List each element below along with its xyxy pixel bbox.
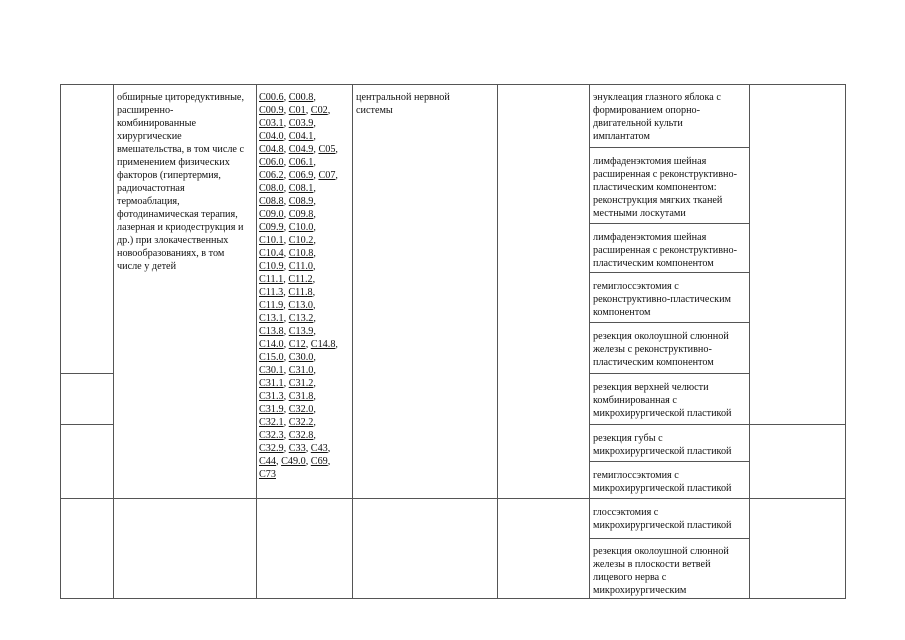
code-separator: , — [313, 170, 319, 181]
icd-code-link[interactable]: C08.8 — [259, 196, 284, 207]
icd-code-link[interactable]: C06.0 — [259, 157, 284, 168]
code-separator: , — [283, 105, 289, 116]
icd-code-link[interactable]: C69 — [310, 456, 328, 467]
code-separator: , — [313, 144, 319, 155]
icd-code-line — [259, 169, 351, 182]
code-separator: , — [283, 378, 289, 389]
icd-code-line — [259, 455, 351, 468]
icd-code-line — [259, 338, 351, 351]
icd-code-line — [259, 429, 351, 442]
icd-code-link[interactable]: C32.1 — [259, 417, 284, 428]
code-separator: , — [327, 456, 331, 467]
icd-code-line — [259, 91, 351, 104]
code-separator: , — [312, 261, 316, 272]
icd-code-link[interactable]: C32.2 — [288, 417, 314, 428]
code-separator: , — [313, 313, 316, 324]
icd-code-link[interactable]: C31.8 — [288, 391, 314, 402]
icd-code-link[interactable]: C06.1 — [288, 157, 314, 168]
icd-code-link[interactable]: C06.2 — [259, 170, 284, 181]
code-separator: , — [283, 222, 289, 233]
row-divider — [589, 538, 750, 539]
table-border-bottom — [60, 598, 846, 599]
icd-code-line — [259, 156, 351, 169]
icd-code-line — [259, 130, 351, 143]
icd-code-link[interactable]: C04.1 — [288, 131, 314, 142]
code-separator: , — [313, 131, 316, 142]
col-divider — [113, 84, 114, 599]
treatment-cell: гемиглоссэктомия с микрохирургической пластикой — [593, 470, 732, 494]
treatment-cell: резекция околоушной слюнной железы с реконструктивно- пластическим компонентом — [593, 331, 729, 368]
code-separator: , — [283, 430, 289, 441]
icd-code-line — [259, 390, 351, 403]
col-divider — [352, 84, 353, 599]
icd-code-link[interactable]: C30.0 — [288, 352, 314, 363]
icd-code-link[interactable]: C09.0 — [259, 209, 284, 220]
code-separator: , — [313, 365, 316, 376]
code-separator: , — [313, 430, 316, 441]
icd-code-line — [259, 247, 351, 260]
code-separator: , — [283, 209, 289, 220]
icd-code-link[interactable]: C10.9 — [259, 261, 284, 272]
code-separator: , — [283, 339, 289, 350]
icd-code-link[interactable]: C43 — [310, 443, 328, 454]
icd-code-line — [259, 273, 351, 286]
icd-code-link[interactable]: C31.0 — [288, 365, 314, 376]
icd-code-link[interactable]: C32.9 — [259, 443, 284, 454]
icd-code-link[interactable]: C32.0 — [288, 404, 314, 415]
treatment-cell: энуклеация глазного яблока с формированием опорно- двигательной культи имплантатом — [593, 92, 721, 142]
icd-code-link[interactable]: C10.4 — [259, 248, 284, 259]
icd-code-link[interactable]: C13.0 — [288, 300, 313, 311]
icd-code-line — [259, 286, 351, 299]
icd-code-link[interactable]: C32.8 — [288, 430, 314, 441]
icd-code-link[interactable]: C10.2 — [288, 235, 314, 246]
code-separator: , — [305, 105, 311, 116]
icd-code-link[interactable]: C00.8 — [288, 92, 314, 103]
icd-code-link[interactable]: C00.9 — [259, 105, 284, 116]
icd-code-link[interactable]: C10.0 — [288, 222, 314, 233]
icd-code-link[interactable]: C08.0 — [259, 183, 284, 194]
code-separator: , — [313, 222, 316, 233]
code-separator: , — [283, 313, 289, 324]
row-divider — [60, 424, 113, 425]
icd-code-line — [259, 364, 351, 377]
row-divider — [589, 147, 750, 148]
col-divider — [60, 84, 61, 599]
icd-code-line — [259, 234, 351, 247]
code-separator: , — [313, 352, 316, 363]
code-separator: , — [312, 287, 316, 298]
icd-code-link[interactable]: C13.8 — [259, 326, 284, 337]
icd-code-link[interactable]: C14.0 — [259, 339, 284, 350]
icd-code-link[interactable]: C04.8 — [259, 144, 284, 155]
icd-codes-cell — [259, 91, 351, 481]
icd-code-link[interactable]: C03.9 — [288, 118, 314, 129]
col-divider — [256, 84, 257, 599]
row-divider — [589, 322, 750, 323]
code-separator: , — [283, 352, 289, 363]
icd-code-link[interactable]: C31.9 — [259, 404, 284, 415]
code-separator: , — [313, 391, 316, 402]
icd-code-line — [259, 260, 351, 273]
icd-code-line — [259, 195, 351, 208]
code-separator: , — [283, 287, 289, 298]
code-separator: , — [313, 196, 316, 207]
code-separator: , — [283, 274, 289, 285]
icd-code-link[interactable]: C30.1 — [259, 365, 284, 376]
code-separator: , — [283, 391, 289, 402]
icd-code-link[interactable]: C31.1 — [259, 378, 284, 389]
col-divider — [749, 84, 750, 599]
icd-code-line — [259, 117, 351, 130]
icd-code-line — [259, 221, 351, 234]
code-separator: , — [313, 404, 316, 415]
icd-code-link[interactable]: C31.3 — [259, 391, 284, 402]
icd-code-line — [259, 312, 351, 325]
code-separator: , — [283, 170, 289, 181]
icd-code-line — [259, 143, 351, 156]
code-separator: , — [335, 144, 338, 155]
code-separator: , — [305, 443, 311, 454]
row-divider — [589, 223, 750, 224]
code-separator: , — [313, 157, 316, 168]
icd-code-line — [259, 468, 351, 481]
code-separator: , — [283, 300, 289, 311]
icd-code-link[interactable]: C13.9 — [288, 326, 314, 337]
code-separator: , — [327, 443, 331, 454]
icd-code-link[interactable]: C49.0 — [281, 456, 306, 467]
code-separator: , — [283, 118, 289, 129]
code-separator: , — [313, 326, 316, 337]
icd-code-link[interactable]: C08.9 — [288, 196, 314, 207]
code-separator: , — [313, 235, 316, 246]
icd-code-link[interactable]: C11.9 — [259, 300, 284, 311]
icd-code-line — [259, 325, 351, 338]
treatment-cell: резекция губы с микрохирургической пластикой — [593, 433, 732, 457]
icd-code-line — [259, 208, 351, 221]
code-separator: , — [283, 417, 289, 428]
icd-code-link[interactable]: C11.2 — [288, 274, 313, 285]
treatment-cell: лимфаденэктомия шейная расширенная с реконструктивно- пластическим компонентом: реконструкция мягких тканей местными лоскутами — [593, 156, 737, 219]
icd-code-link[interactable]: C01 — [288, 105, 306, 116]
code-separator: , — [283, 404, 289, 415]
icd-code-link[interactable]: C08.1 — [288, 183, 314, 194]
row-divider — [589, 424, 846, 425]
code-separator: , — [305, 339, 311, 350]
code-separator: , — [283, 326, 289, 337]
icd-code-link[interactable]: C33 — [288, 443, 306, 454]
row-divider — [589, 272, 750, 273]
table-border-top — [60, 84, 846, 85]
icd-code-link[interactable]: C73 — [259, 469, 276, 480]
code-separator: , — [312, 274, 316, 285]
treatment-cell: резекция околоушной слюнной железы в плоскости ветвей лицевого нерва с микрохирургическим — [593, 546, 729, 596]
icd-code-link[interactable]: C11.0 — [288, 261, 313, 272]
code-separator: , — [313, 248, 316, 259]
code-separator: , — [283, 443, 289, 454]
icd-code-link[interactable]: C10.1 — [259, 235, 284, 246]
row-divider — [60, 373, 113, 374]
icd-code-link[interactable]: C15.0 — [259, 352, 284, 363]
icd-code-link[interactable]: C11.3 — [259, 287, 284, 298]
code-separator: , — [283, 235, 289, 246]
code-separator: , — [283, 131, 289, 142]
treatment-cell: лимфаденэктомия шейная расширенная с реконструктивно- пластическим компонентом — [593, 232, 737, 269]
treatment-cell: резекция верхней челюсти комбинированная с микрохирургической пластикой — [593, 382, 732, 419]
code-separator: , — [305, 456, 311, 467]
icd-code-link[interactable]: C31.2 — [288, 378, 314, 389]
icd-code-link[interactable]: C09.8 — [288, 209, 314, 220]
code-separator: , — [283, 183, 289, 194]
code-separator: , — [283, 196, 289, 207]
icd-code-link[interactable]: C10.8 — [288, 248, 314, 259]
icd-code-link[interactable]: C04.0 — [259, 131, 284, 142]
code-separator: , — [283, 144, 289, 155]
code-separator: , — [312, 300, 316, 311]
icd-code-line — [259, 442, 351, 455]
icd-code-line — [259, 351, 351, 364]
icd-code-line — [259, 416, 351, 429]
icd-code-link[interactable]: C12 — [288, 339, 306, 350]
icd-code-link[interactable]: C06.9 — [288, 170, 314, 181]
icd-code-line — [259, 299, 351, 312]
icd-code-line — [259, 403, 351, 416]
code-separator: , — [283, 365, 289, 376]
row-divider — [60, 498, 846, 499]
icd-code-link[interactable]: C02 — [310, 105, 328, 116]
code-separator: , — [335, 170, 338, 181]
icd-code-link[interactable]: C11.1 — [259, 274, 284, 285]
icd-code-link[interactable]: C32.3 — [259, 430, 284, 441]
icd-code-link[interactable]: C09.9 — [259, 222, 284, 233]
code-separator: , — [283, 248, 289, 259]
code-separator: , — [283, 261, 289, 272]
icd-code-link[interactable]: C03.1 — [259, 118, 284, 129]
code-separator: , — [313, 209, 316, 220]
code-separator: , — [313, 183, 316, 194]
icd-code-link[interactable]: C11.8 — [288, 287, 313, 298]
icd-code-link[interactable]: C04.9 — [288, 144, 314, 155]
code-separator: , — [283, 157, 289, 168]
icd-code-link[interactable]: C14.8 — [310, 339, 336, 350]
icd-code-link[interactable]: C13.1 — [259, 313, 284, 324]
col-divider — [589, 84, 590, 599]
code-separator: , — [327, 105, 331, 116]
code-separator: , — [275, 456, 282, 467]
code-separator: , — [313, 378, 316, 389]
code-separator: , — [313, 92, 316, 103]
method-cell: обширные циторедуктивные, расширенно- комбинированные хирургические вмешательства, в том числе с применением физических факторов (гипертермия, радиочастотная термоаблация, фотодинамическая терапия, лазерная и криодеструкция и др.) при злокачественных новообразованиях, в том числе у детей — [117, 92, 245, 272]
code-separator: , — [283, 92, 289, 103]
treatment-cell: гемиглоссэктомия с реконструктивно-пластическим компонентом — [593, 281, 731, 318]
treatment-cell: глоссэктомия с микрохирургической пластикой — [593, 507, 732, 531]
icd-code-link[interactable]: C44 — [259, 456, 276, 467]
row-divider — [589, 461, 750, 462]
row-divider — [589, 373, 750, 374]
icd-code-line — [259, 182, 351, 195]
table-border-right — [845, 84, 846, 599]
icd-code-link[interactable]: C05 — [318, 144, 336, 155]
icd-code-line — [259, 377, 351, 390]
icd-code-link[interactable]: C00.6 — [259, 92, 284, 103]
icd-code-link[interactable]: C07 — [318, 170, 336, 181]
code-separator: , — [313, 118, 316, 129]
col-divider — [497, 84, 498, 599]
icd-code-line — [259, 104, 351, 117]
icd-code-link[interactable]: C13.2 — [288, 313, 314, 324]
disease-cell: центральной нервной системы — [356, 92, 450, 116]
code-separator: , — [335, 339, 338, 350]
code-separator: , — [313, 417, 316, 428]
